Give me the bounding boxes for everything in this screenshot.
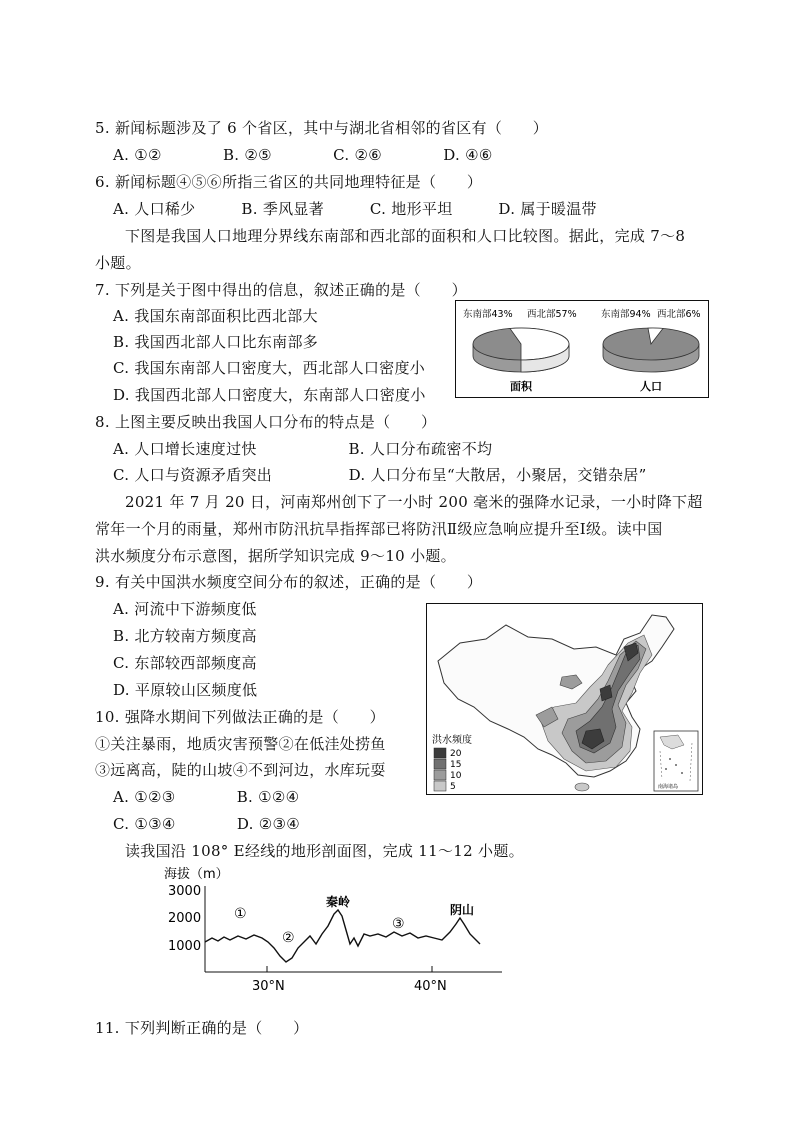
q10-stem: 10. 强降水期间下列做法正确的是（ ） [95,708,385,726]
south-china-sea-inset [654,731,698,791]
area-population-pie-figure [455,300,709,402]
legend-swatch-10 [434,770,446,780]
legend-label-20: 20 [450,749,462,759]
profile-x-tick-40n: 40°N [414,979,447,994]
legend-swatch-15 [434,759,446,769]
legend-swatch-5 [434,781,446,791]
q10-options-row1: A. ①②③ B. ①②④ [113,788,300,806]
profile-label-yinshan: 阴山 [450,903,475,917]
profile-y-tick-2000: 2000 [168,911,202,926]
legend-title: 洪水频度 [432,735,472,746]
q7-option-a: A. 我国东南部面积比西北部大 [113,307,318,325]
q10-options-row2: C. ①③④ D. ②③④ [113,815,300,833]
inset-label: 南海诸岛 [658,784,679,790]
intro-9-10-line3: 洪水频度分布示意图，据所学知识完成 9～10 小题。 [95,547,456,565]
profile-y-title: 海拔（m） [164,867,229,882]
q11-stem: 11. 下列判断正确的是（ ） [95,1019,309,1037]
legend-label-15: 15 [450,760,462,770]
q9-option-d: D. 平原较山区频度低 [113,681,258,699]
profile-marker-3: ③ [392,916,405,932]
area-northwest-label: 西北部57% [527,309,577,320]
population-southeast-label: 东南部94% [601,309,651,320]
q5-options: A. ①② B. ②⑤ C. ②⑥ D. ④⑥ [113,146,493,164]
intro-7-8-line2: 小题。 [95,254,141,272]
q7-option-c: C. 我国东南部人口密度大，西北部人口密度小 [113,359,426,377]
profile-label-qinling: 秦岭 [326,895,351,909]
legend-label-5: 5 [450,782,456,792]
q5-stem: 5. 新闻标题涉及了 6 个省区，其中与湖北省相邻的省区有（ ） [95,119,549,137]
area-southeast-label: 东南部43% [463,309,513,320]
profile-y-tick-3000: 3000 [168,884,202,899]
intro-9-10-line2: 常年一个月的雨量，郑州市防汛抗旱指挥部已将防汛Ⅱ级应急响应提升至Ⅰ级。读中国 [95,520,663,538]
q7-option-b: B. 我国西北部人口比东南部多 [113,333,319,351]
profile-x-tick-30n: 30°N [252,979,285,994]
legend-swatch-20 [434,748,446,758]
profile-marker-2: ② [282,930,295,946]
population-caption: 人口 [640,380,662,393]
profile-marker-1: ① [234,906,247,922]
terrain-profile-figure [160,862,510,1001]
flood-frequency-map [426,603,703,799]
q10-statement-line2: ③远离高，陡的山坡④不到河边，水库玩耍 [95,761,386,779]
q6-stem: 6. 新闻标题④⑤⑥所指三省区的共同地理特征是（ ） [95,173,483,191]
q9-option-a: A. 河流中下游频度低 [113,600,257,618]
legend-label-10: 10 [450,771,462,781]
hainan-island [575,783,589,791]
intro-7-8-line1: 下图是我国人口地理分界线东南部和西北部的面积和人口比较图。据此，完成 7～8 [125,227,686,245]
q9-stem: 9. 有关中国洪水频度空间分布的叙述，正确的是（ ） [95,573,483,591]
pie-figure-svg [455,300,709,398]
intro-11-12: 读我国沿 108° E经线的地形剖面图，完成 11～12 小题。 [125,842,524,860]
q9-option-b: B. 北方较南方频度高 [113,627,257,645]
q8-options-row2: C. 人口与资源矛盾突出 D. 人口分布呈“大散居，小聚居，交错杂居” [113,466,647,484]
terrain-profile-svg [160,862,510,997]
population-northwest-label: 西北部6% [657,309,701,320]
q7-stem: 7. 下列是关于图中得出的信息，叙述正确的是（ ） [95,281,467,299]
q10-statement-line1: ①关注暴雨，地质灾害预警②在低洼处捞鱼 [95,735,386,753]
flood-map-svg [426,603,703,795]
q8-stem: 8. 上图主要反映出我国人口分布的特点是（ ） [95,413,437,431]
profile-y-tick-1000: 1000 [168,939,202,954]
area-caption: 面积 [510,380,532,393]
q9-option-c: C. 东部较西部频度高 [113,654,257,672]
intro-9-10-line1: 2021 年 7 月 20 日，河南郑州创下了一小时 200 毫米的强降水记录，一小时降下超 [125,493,703,511]
q6-options: A. 人口稀少 B. 季风显著 C. 地形平坦 D. 属于暖温带 [113,200,597,218]
q8-options-row1: A. 人口增长速度过快 B. 人口分布疏密不均 [113,440,493,458]
q7-option-d: D. 我国西北部人口密度大，东南部人口密度小 [113,386,426,404]
